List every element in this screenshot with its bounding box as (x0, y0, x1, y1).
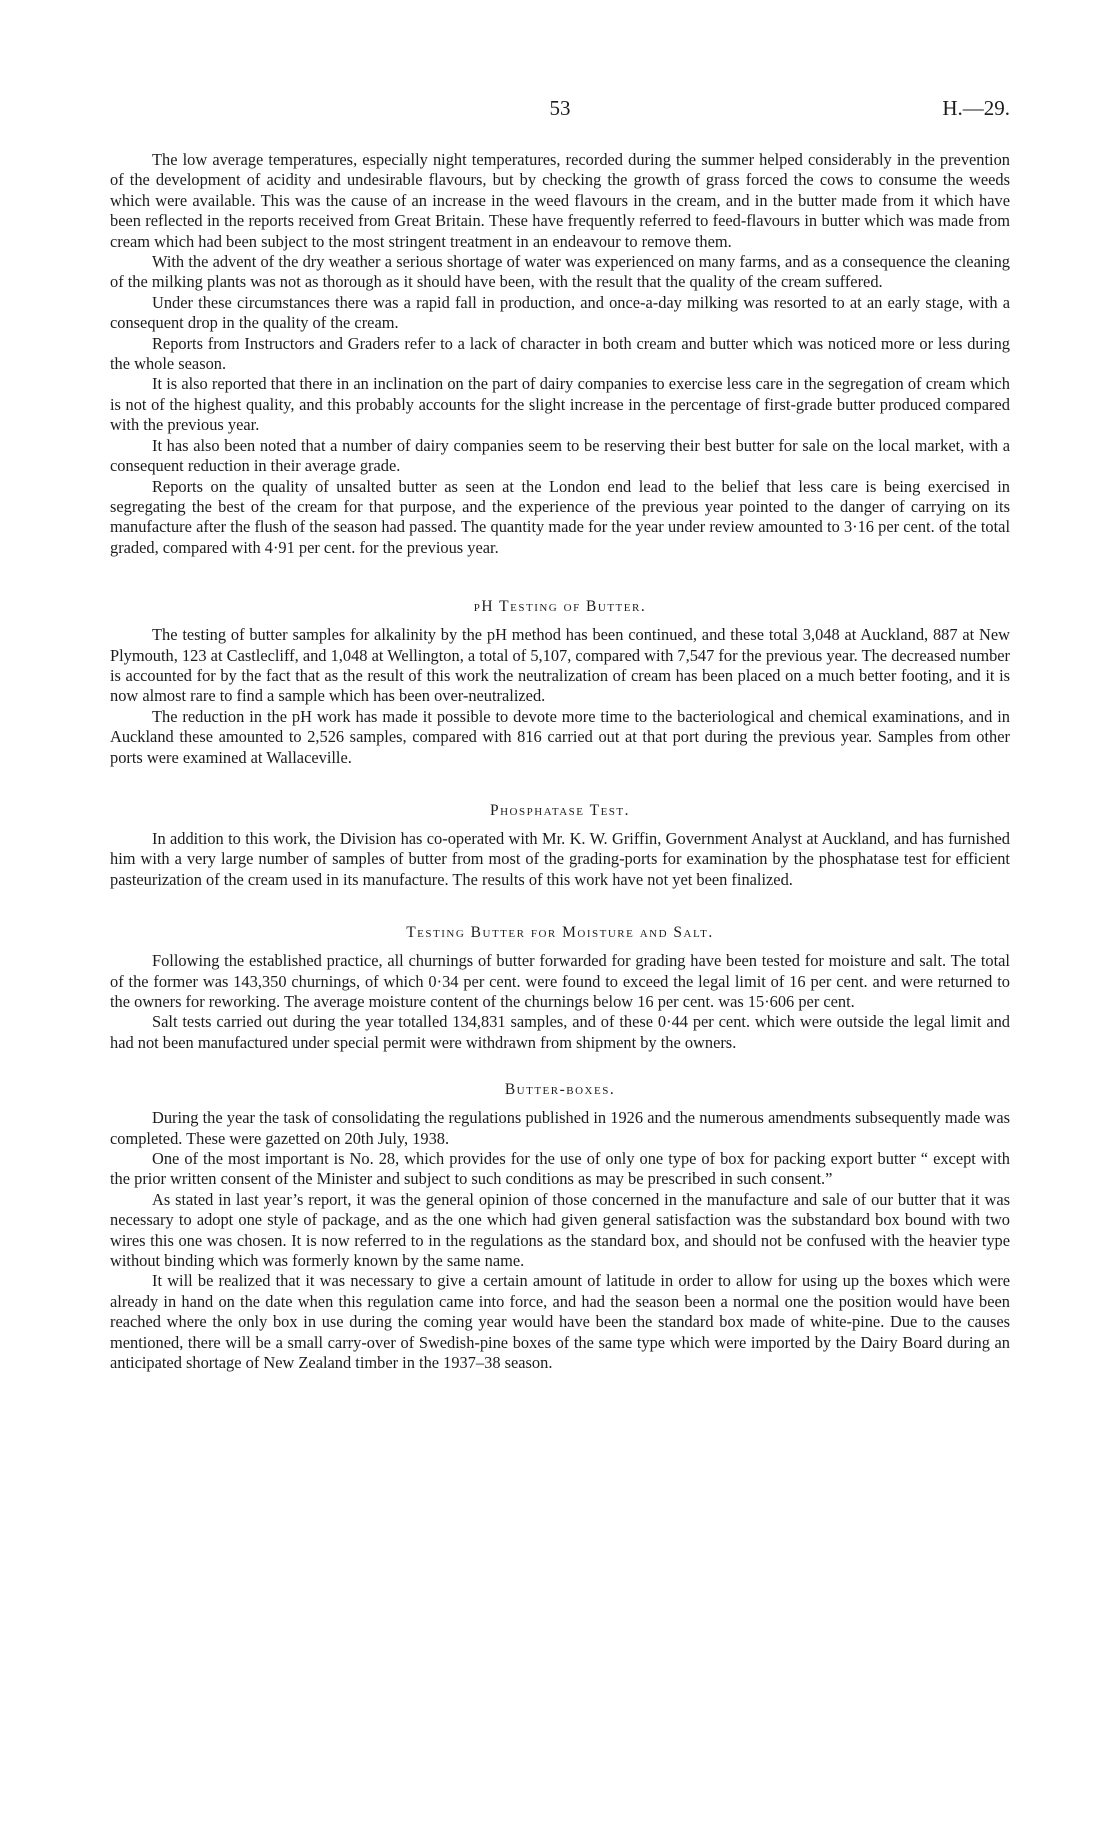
section-paragraph: One of the most important is No. 28, which provides for the use of only one type of box for packing export butter “ except with the prior written consent of the Minister and subject to such conditions as may be prescribed in such consent.” (110, 1149, 1010, 1189)
section-heading: Testing Butter for Moisture and Salt. (406, 924, 714, 942)
section-paragraph: It will be realized that it was necessary to give a certain amount of latitude in order to allow for using up the boxes which were already in hand on the date when this regulation came into force, and had the season been a normal one the position would have been reached where the only box in use during the coming year would have been the standard box made of white-pine. Due to the causes mentioned, there will be a small carry-over of Swedish-pine boxes of the same type which were imported by the Dairy Board during an anticipated shortage of New Zealand timber in the 1937–38 season. (110, 1271, 1010, 1373)
ph-testing-section (110, 598, 1010, 768)
intro-paragraph: Reports on the quality of unsalted butter as seen at the London end lead to the belief that less care is being exercised in segregating the best of the cream for that purpose, and the experience of the previous year pointed to the danger of carrying on its manufacture after the flush of the season had passed. The quantity made for the year under review amounted to 3·16 per cent. of the total graded, compared with 4·91 per cent. for the previous year. (110, 476, 1010, 557)
document-page (110, 96, 1010, 1374)
page-header (110, 96, 1010, 136)
section-paragraph: Salt tests carried out during the year totalled 134,831 samples, and of these 0·44 per cent. which were outside the legal limit and had not been manufactured under special permit were withdrawn from shipment by the owners. (110, 1012, 1010, 1052)
document-reference: H.—29. (942, 96, 1010, 120)
intro-paragraph: With the advent of the dry weather a serious shortage of water was experienced on many farms, and as a consequence the cleaning of the milking plants was not as thorough as it should have been, with the result that the quality of the cream suffered. (110, 252, 1010, 292)
intro-paragraph: The low average temperatures, especially night temperatures, recorded during the summer helped considerably in the prevention of the development of acidity and undesirable flavours, but by checking the growth of grass forced the cows to consume the weeds which were available. This was the cause of an increase in the weed flavours in the cream, and in the butter made from it which have been reflected in the reports received from Great Britain. These have frequently referred to feed-flavours in butter which was made from cream which had been subject to the most stringent treatment in an endeavour to remove them. (110, 150, 1010, 251)
intro-section (110, 150, 1010, 558)
intro-paragraph: It is also reported that there in an inclination on the part of dairy companies to exercise less care in the segregation of cream which is not of the highest quality, and this probably accounts for the slight increase in the percentage of first-grade butter produced compared with the previous year. (110, 374, 1010, 435)
section-heading: Butter-boxes. (504, 1081, 616, 1099)
section-paragraph: The reduction in the pH work has made it possible to devote more time to the bacteriological and chemical examinations, and in Auckland these amounted to 2,526 samples, compared with 816 carried out at that port during the previous year. Samples from other ports were examined at Wallaceville. (110, 706, 1010, 767)
intro-paragraph: It has also been noted that a number of dairy companies seem to be reserving their best butter for sale on the local market, with a consequent reduction in their average grade. (110, 435, 1010, 476)
section-heading: pH Testing of Butter. (473, 598, 647, 616)
butter-boxes-section (110, 1081, 1010, 1373)
page-number: 53 (549, 96, 571, 120)
intro-paragraph: Reports from Instructors and Graders refer to a lack of character in both cream and butter which was noticed more or less during the whole season. (110, 333, 1010, 374)
section-heading: Phosphatase Test. (489, 801, 631, 819)
section-paragraph: As stated in last year’s report, it was the general opinion of those concerned in the manufacture and sale of our butter that it was necessary to adopt one style of package, and as the one which had given general satisfaction was the substandard box bound with two wires this one was chosen. It is now referred to in the regulations as the standard box, and should not be confused with the heavier type without binding which was formerly known by the same name. (110, 1189, 1010, 1271)
intro-paragraph: Under these circumstances there was a rapid fall in production, and once-a-day milking was resorted to at an early stage, with a consequent drop in the quality of the cream. (110, 292, 1010, 333)
phosphatase-section (110, 802, 1010, 890)
section-paragraph: In addition to this work, the Division has co-operated with Mr. K. W. Griffin, Government Analyst at Auckland, and has furnished him with a very large number of samples of butter from most of the grading-ports for examination by the phosphatase test for efficient pasteurization of the cream used in its manufacture. The results of this work have not yet been finalized. (110, 828, 1010, 889)
moisture-salt-section (110, 924, 1010, 1053)
section-paragraph: The testing of butter samples for alkalinity by the pH method has been continued, and these total 3,048 at Auckland, 887 at New Plymouth, 123 at Castlecliff, and 1,048 at Wellington, a total of 5,107, compared with 7,547 for the previous year. The decreased number is accounted for by the fact that as the result of this work the neutralization of cream has been placed on a much better footing, and it is now almost rare to find a sample which has been over-neutralized. (110, 625, 1010, 706)
section-paragraph: During the year the task of consolidating the regulations published in 1926 and the numerous amendments subsequently made was completed. These were gazetted on 20th July, 1938. (110, 1108, 1010, 1148)
section-paragraph: Following the established practice, all churnings of butter forwarded for grading have been tested for moisture and salt. The total of the former was 143,350 churnings, of which 0·34 per cent. were found to exceed the legal limit of 16 per cent. and were returned to the owners for reworking. The average moisture content of the churnings below 16 per cent. was 15·606 per cent. (110, 951, 1010, 1011)
